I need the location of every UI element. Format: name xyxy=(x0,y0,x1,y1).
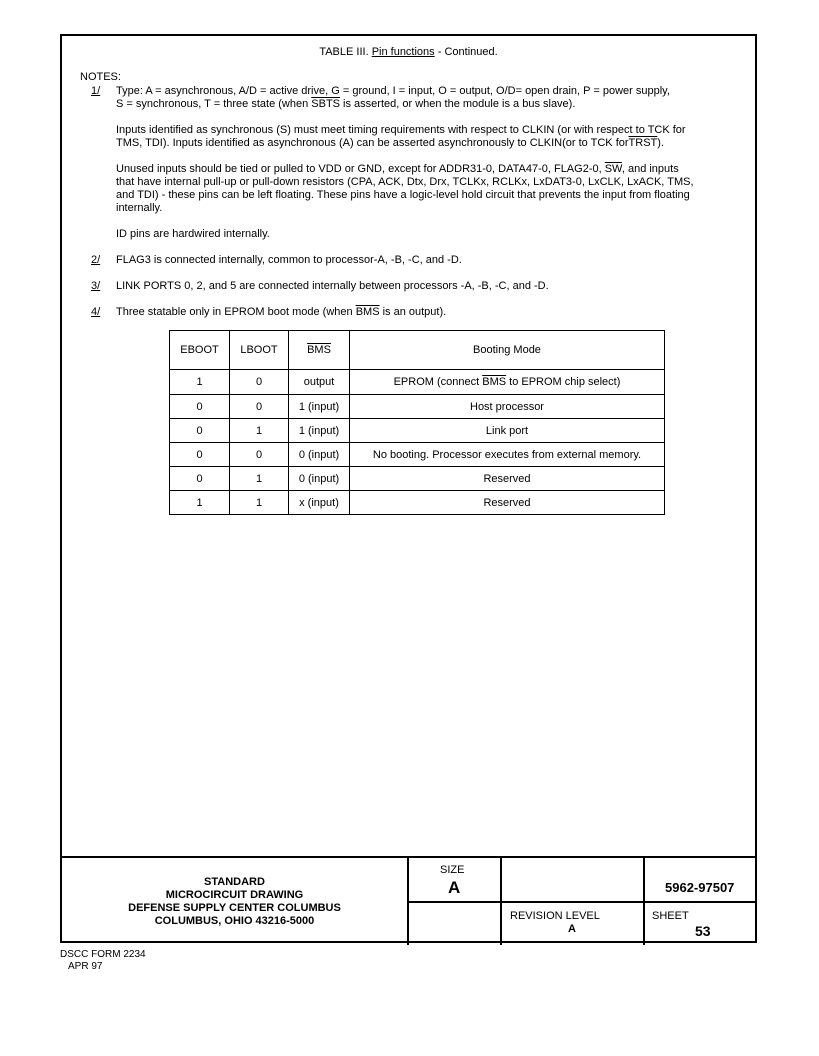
cell-lboot: 1 xyxy=(230,467,289,491)
cell-eboot: 0 xyxy=(170,419,230,443)
cell-mode: No booting. Processor executes from external memory. xyxy=(350,443,665,467)
note-2-text: FLAG3 is connected internally, common to processor-A, -B, -C, and -D. xyxy=(116,254,462,266)
para3-line1-b: , and inputs xyxy=(621,163,679,175)
table-row xyxy=(170,443,665,467)
org-cell xyxy=(62,858,409,945)
title-prefix: TABLE III. xyxy=(319,46,369,58)
note-4-text xyxy=(116,306,446,319)
cell-lboot: 0 xyxy=(230,443,289,467)
cell-lboot: 1 xyxy=(230,419,289,443)
size-label: SIZE xyxy=(440,864,465,876)
table-title xyxy=(62,46,755,58)
note-1-type-line1: Type: A = asynchronous, A/D = active drive, G = ground, I = input, O = output, O/D= open drain, P = power supply, xyxy=(116,85,670,97)
drawing-number-cell xyxy=(645,858,755,903)
revision-label: REVISION LEVEL xyxy=(510,910,600,922)
note-3-text: LINK PORTS 0, 2, and 5 are connected internally between processors -A, -B, -C, and -D. xyxy=(116,280,549,292)
cell-bms: 0 (input) xyxy=(289,443,350,467)
note-1-para3-line2: that have internal pull-up or pull-down resistors (CPA, ACK, Dtx, Drx, TCLKx, RCLKx, LxDAT3-0, LxCLK, LxACK, TMS, xyxy=(116,176,694,188)
org-line-standard: STANDARD xyxy=(204,876,265,888)
drawing-frame xyxy=(60,34,757,943)
mode-text-b: to EPROM chip select) xyxy=(506,376,621,388)
cell-eboot: 0 xyxy=(170,395,230,419)
org-line-dscc: DEFENSE SUPPLY CENTER COLUMBUS xyxy=(128,902,341,914)
org-line-address: COLUMBUS, OHIO 43216-5000 xyxy=(154,915,315,927)
sheet-number: 53 xyxy=(695,923,711,939)
size-value: A xyxy=(448,878,461,897)
para3-line1-a: Unused inputs should be tied or pulled to VDD or GND, except for ADDR31-0, DATA47-0, FLAG2-0, xyxy=(116,163,605,175)
note-2-number: 2/ xyxy=(91,254,101,266)
cell-lboot: 1 xyxy=(230,491,289,515)
header-eboot: EBOOT xyxy=(170,331,230,370)
note-1-para3-line4: internally. xyxy=(116,202,163,214)
drawing-number: 5962-97507 xyxy=(665,880,735,895)
cell-bms: x (input) xyxy=(289,491,350,515)
note-1-number: 1/ xyxy=(91,85,101,97)
revision-cell xyxy=(502,903,645,945)
cell-eboot: 1 xyxy=(170,491,230,515)
bms-signal: $\overline{BMS}$ xyxy=(355,306,380,318)
para2-line2-b: ). xyxy=(657,137,665,149)
header-bms-label: $\overline{BMS}$ xyxy=(307,344,331,356)
table-row xyxy=(170,419,665,443)
blank-cell xyxy=(502,858,645,903)
type-line2-b: is asserted, or when the module is a bus slave). xyxy=(340,98,576,110)
sheet-cell xyxy=(645,903,755,945)
note-1-para2-line2 xyxy=(116,137,664,150)
type-line2-a: S = synchronous, T = three state (when xyxy=(116,98,312,110)
note-1-para2-line1: Inputs identified as synchronous (S) must meet timing requirements with respect to CLKIN (or with respect to TCK for xyxy=(116,124,686,136)
note-1-para3-line1 xyxy=(116,163,679,176)
trst-signal: TRST xyxy=(628,137,658,149)
cell-eboot: 0 xyxy=(170,443,230,467)
sw-signal: $\overline{SW}$ xyxy=(604,163,622,175)
size-cell xyxy=(409,858,502,903)
cell-mode: Host processor xyxy=(350,395,665,419)
cell-lboot: 0 xyxy=(230,395,289,419)
sheet-label: SHEET xyxy=(652,910,689,922)
form-number: DSCC FORM 2234 xyxy=(60,949,146,960)
cell-mode xyxy=(350,370,665,395)
table-row xyxy=(170,491,665,515)
note-4-text-b: is an output). xyxy=(379,306,447,318)
revision-value: A xyxy=(568,923,576,935)
cell-bms: 1 (input) xyxy=(289,395,350,419)
note-4-text-a: Three statable only in EPROM boot mode (when xyxy=(116,306,356,318)
boot-mode-table xyxy=(169,330,665,515)
mode-text-a: EPROM (connect xyxy=(393,376,483,388)
note-1-para3-line3: and TDI) - these pins can be left floating. These pins have a logic-level hold circuit that prevents the input from floating xyxy=(116,189,690,201)
title-block xyxy=(62,856,755,945)
table-row xyxy=(170,395,665,419)
cell-bms: 0 (input) xyxy=(289,467,350,491)
note-3-number: 3/ xyxy=(91,280,101,292)
org-line-microcircuit: MICROCIRCUIT DRAWING xyxy=(165,889,304,901)
cell-mode: Link port xyxy=(350,419,665,443)
table-row xyxy=(170,370,665,395)
form-date: APR 97 xyxy=(68,961,103,972)
cell-eboot: 1 xyxy=(170,370,230,395)
note-4-number: 4/ xyxy=(91,306,101,318)
form-footer xyxy=(60,949,146,973)
cell-lboot: 0 xyxy=(230,370,289,395)
header-booting-mode: Booting Mode xyxy=(350,331,665,370)
cell-eboot: 0 xyxy=(170,467,230,491)
para2-line2-a: TMS, TDI). Inputs identified as asynchronous (A) can be asserted asynchronously to CLKIN(or to TCK for xyxy=(116,137,629,149)
cell-mode: Reserved xyxy=(350,491,665,515)
sbts-signal: SBTS xyxy=(311,98,340,110)
cell-bms: output xyxy=(289,370,350,395)
note-1-type-line2 xyxy=(116,98,575,111)
notes-heading: NOTES: xyxy=(80,71,121,83)
title-pin-functions: Pin functions xyxy=(371,46,435,58)
table-header-row xyxy=(170,331,665,370)
empty-cell xyxy=(409,903,502,945)
title-suffix: - Continued. xyxy=(437,46,498,58)
cell-mode: Reserved xyxy=(350,467,665,491)
note-1-para4: ID pins are hardwired internally. xyxy=(116,228,270,240)
mode-bms-signal: $\overline{BMS}$ xyxy=(482,376,507,388)
table-row xyxy=(170,467,665,491)
header-bms xyxy=(289,331,350,370)
cell-bms: 1 (input) xyxy=(289,419,350,443)
header-lboot: LBOOT xyxy=(230,331,289,370)
